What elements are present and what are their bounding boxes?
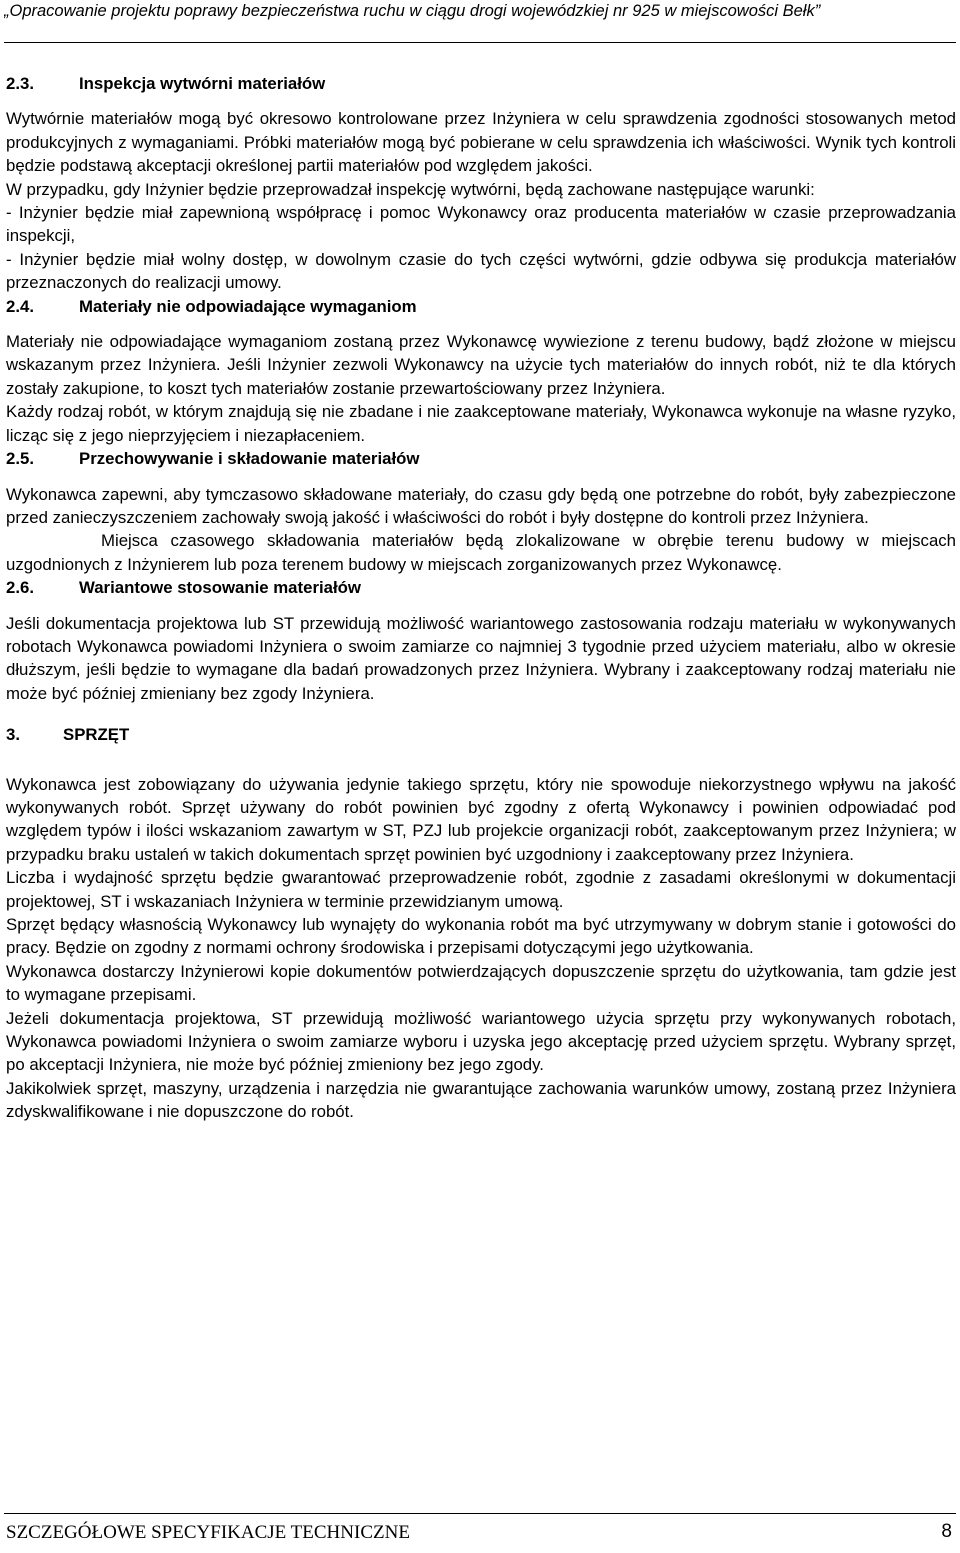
section-number: 2.6. <box>6 578 34 598</box>
header-divider <box>4 42 956 43</box>
paragraph: Jeśli dokumentacja projektowa lub ST przewidują możliwość wariantowego zastosowania rodzaju materiału w wykonywanych robotach Wykonawca powiadomi Inżyniera o swoim zamiarze co najmniej 3 tygodnie przed użyciem materiału, albo w okresie dłuższym, jeśli będzie to wymagane dla badań prowadzonych przez Inżyniera. Wybrany i zaakceptowany rodzaj materiału nie może być później zmieniany bez zgody Inżyniera. <box>6 613 956 703</box>
paragraph: Każdy rodzaj robót, w którym znajdują się nie zbadane i nie zaakceptowane materiały, Wykonawca wykonuje na własne ryzyko, licząc się z jego nieprzyjęciem i niezapłaceniem. <box>6 402 956 445</box>
page-header-title: „Opracowanie projektu poprawy bezpieczeństwa ruchu w ciągu drogi wojewódzkiej nr 925 w miejscowości Bełk” <box>4 2 821 20</box>
section-heading-2-5 <box>6 447 956 470</box>
paragraph: Wykonawca zapewni, aby tymczasowo składowane materiały, do czasu gdy będą one potrzebne do robót, były zabezpieczone przed zanieczyszczeniem zachowały swoją jakość i właściwości do robót i były dostępne do kontroli przez Inżyniera. <box>6 484 956 527</box>
footer-document-title: SZCZEGÓŁOWE SPECYFIKACJE TECHNICZNE <box>6 1522 410 1543</box>
section-number: 2.5. <box>6 449 34 469</box>
spacer <box>6 471 956 483</box>
paragraph: Jeżeli dokumentacja projektowa, ST przewidują możliwość wariantowego użycia sprzętu przy wykonywanych robotach, Wykonawca powiadomi Inżyniera o swoim zamiarze wyboru i uzyska jego akceptację przed użyciem sprzętu. Wybrany sprzęt, po akceptacji Inżyniera, nie może być później zmieniony bez jego zgody. <box>6 1008 956 1075</box>
spacer <box>6 95 956 107</box>
spacer <box>6 600 956 612</box>
section-number: 2.4. <box>6 296 34 316</box>
section-title: Przechowywanie i składowanie materiałów <box>79 449 420 469</box>
section-heading-3 <box>6 723 956 746</box>
section-heading-2-4 <box>6 295 956 318</box>
paragraph: Wykonawca dostarczy Inżynierowi kopie dokumentów potwierdzających dopuszczenie sprzętu do użytkowania, tam gdzie jest to wymagane przepisami. <box>6 961 956 1005</box>
paragraph: Wykonawca jest zobowiązany do używania jedynie takiego sprzętu, który nie spowoduje niekorzystnego wpływu na jakość wykonywanych robót. Sprzęt używany do robót powinien być zgodny z ofertą Wykonawcy i powinien odpowiadać pod względem typów i ilości wskazaniom zawartym w ST, PZJ lub projekcie organizacji robót, zaakceptowanym przez Inżyniera; w przypadku braku ustaleń w takich dokumentach sprzęt powinien być uzgodniony i zaakceptowany przez Inżyniera. <box>6 774 956 864</box>
section-number: 3. <box>6 725 20 745</box>
document-body <box>6 72 956 1124</box>
page-number: 8 <box>941 1521 952 1542</box>
paragraph: W przypadku, gdy Inżynier będzie przeprowadzał inspekcję wytwórni, będą zachowane następujące warunki: <box>6 179 815 199</box>
paragraph: Sprzęt będący własnością Wykonawcy lub wynajęty do wykonania robót ma być utrzymywany w dobrym stanie i gotowości do pracy. Będzie on zgodny z normami ochrony środowiska i przepisami dotyczącymi jego użytkowania. <box>6 915 956 958</box>
section-title: Wariantowe stosowanie materiałów <box>79 578 361 598</box>
paragraph: Jakikolwiek sprzęt, maszyny, urządzenia i narzędzia nie gwarantujące zachowania warunków umowy, zostaną przez Inżyniera zdyskwalifikowane i nie dopuszczone do robót. <box>6 1078 956 1122</box>
section-heading-2-6 <box>6 576 956 599</box>
paragraph: Materiały nie odpowiadające wymaganiom zostaną przez Wykonawcę wywiezione z terenu budowy, bądź złożone w miejscu wskazanym przez Inżyniera. Jeśli Inżynier zezwoli Wykonawcy na użycie tych materiałów do innych robót, niż te dla których zostały zakupione, to koszt tych materiałów zostanie przewartościowany przez Inżyniera. <box>6 332 956 398</box>
spacer <box>6 705 956 723</box>
paragraph: Miejsca czasowego składowania materiałów będą zlokalizowane w obrębie terenu budowy w miejscach uzgodnionych z Inżynierem lub poza terenem budowy w miejscach zorganizowanych przez Wykonawcę. <box>6 531 956 574</box>
list-item: - Inżynier będzie miał zapewnioną współpracę i pomoc Wykonawcy oraz producenta materiałów w czasie przeprowadzania inspekcji, <box>6 203 956 246</box>
spacer <box>6 318 956 330</box>
paragraph: Wytwórnie materiałów mogą być okresowo kontrolowane przez Inżyniera w celu sprawdzenia zgodności stosowanych metod produkcyjnych z wymaganiami. Próbki materiałów mogą być pobierane w celu sprawdzenia ich właściwości. Wynik tych kontroli będzie podstawą akceptacji określonej partii materiałów pod względem jakości. <box>6 109 956 176</box>
section-title: Inspekcja wytwórni materiałów <box>79 74 326 93</box>
spacer <box>6 747 956 773</box>
footer-divider <box>4 1513 956 1514</box>
section-title: Materiały nie odpowiadające wymaganiom <box>79 296 417 316</box>
section-number: 2.3. <box>6 74 34 93</box>
paragraph: Liczba i wydajność sprzętu będzie gwarantować przeprowadzenie robót, zgodnie z zasadami określonymi w dokumentacji projektowej, ST i wskazaniach Inżyniera w terminie przewidzianym umową. <box>6 868 956 911</box>
list-item: - Inżynier będzie miał wolny dostęp, w dowolnym czasie do tych części wytwórni, gdzie odbywa się produkcja materiałów przeznaczonych do realizacji umowy. <box>6 249 956 293</box>
section-title: SPRZĘT <box>63 725 130 745</box>
section-heading-2-3 <box>6 72 956 95</box>
